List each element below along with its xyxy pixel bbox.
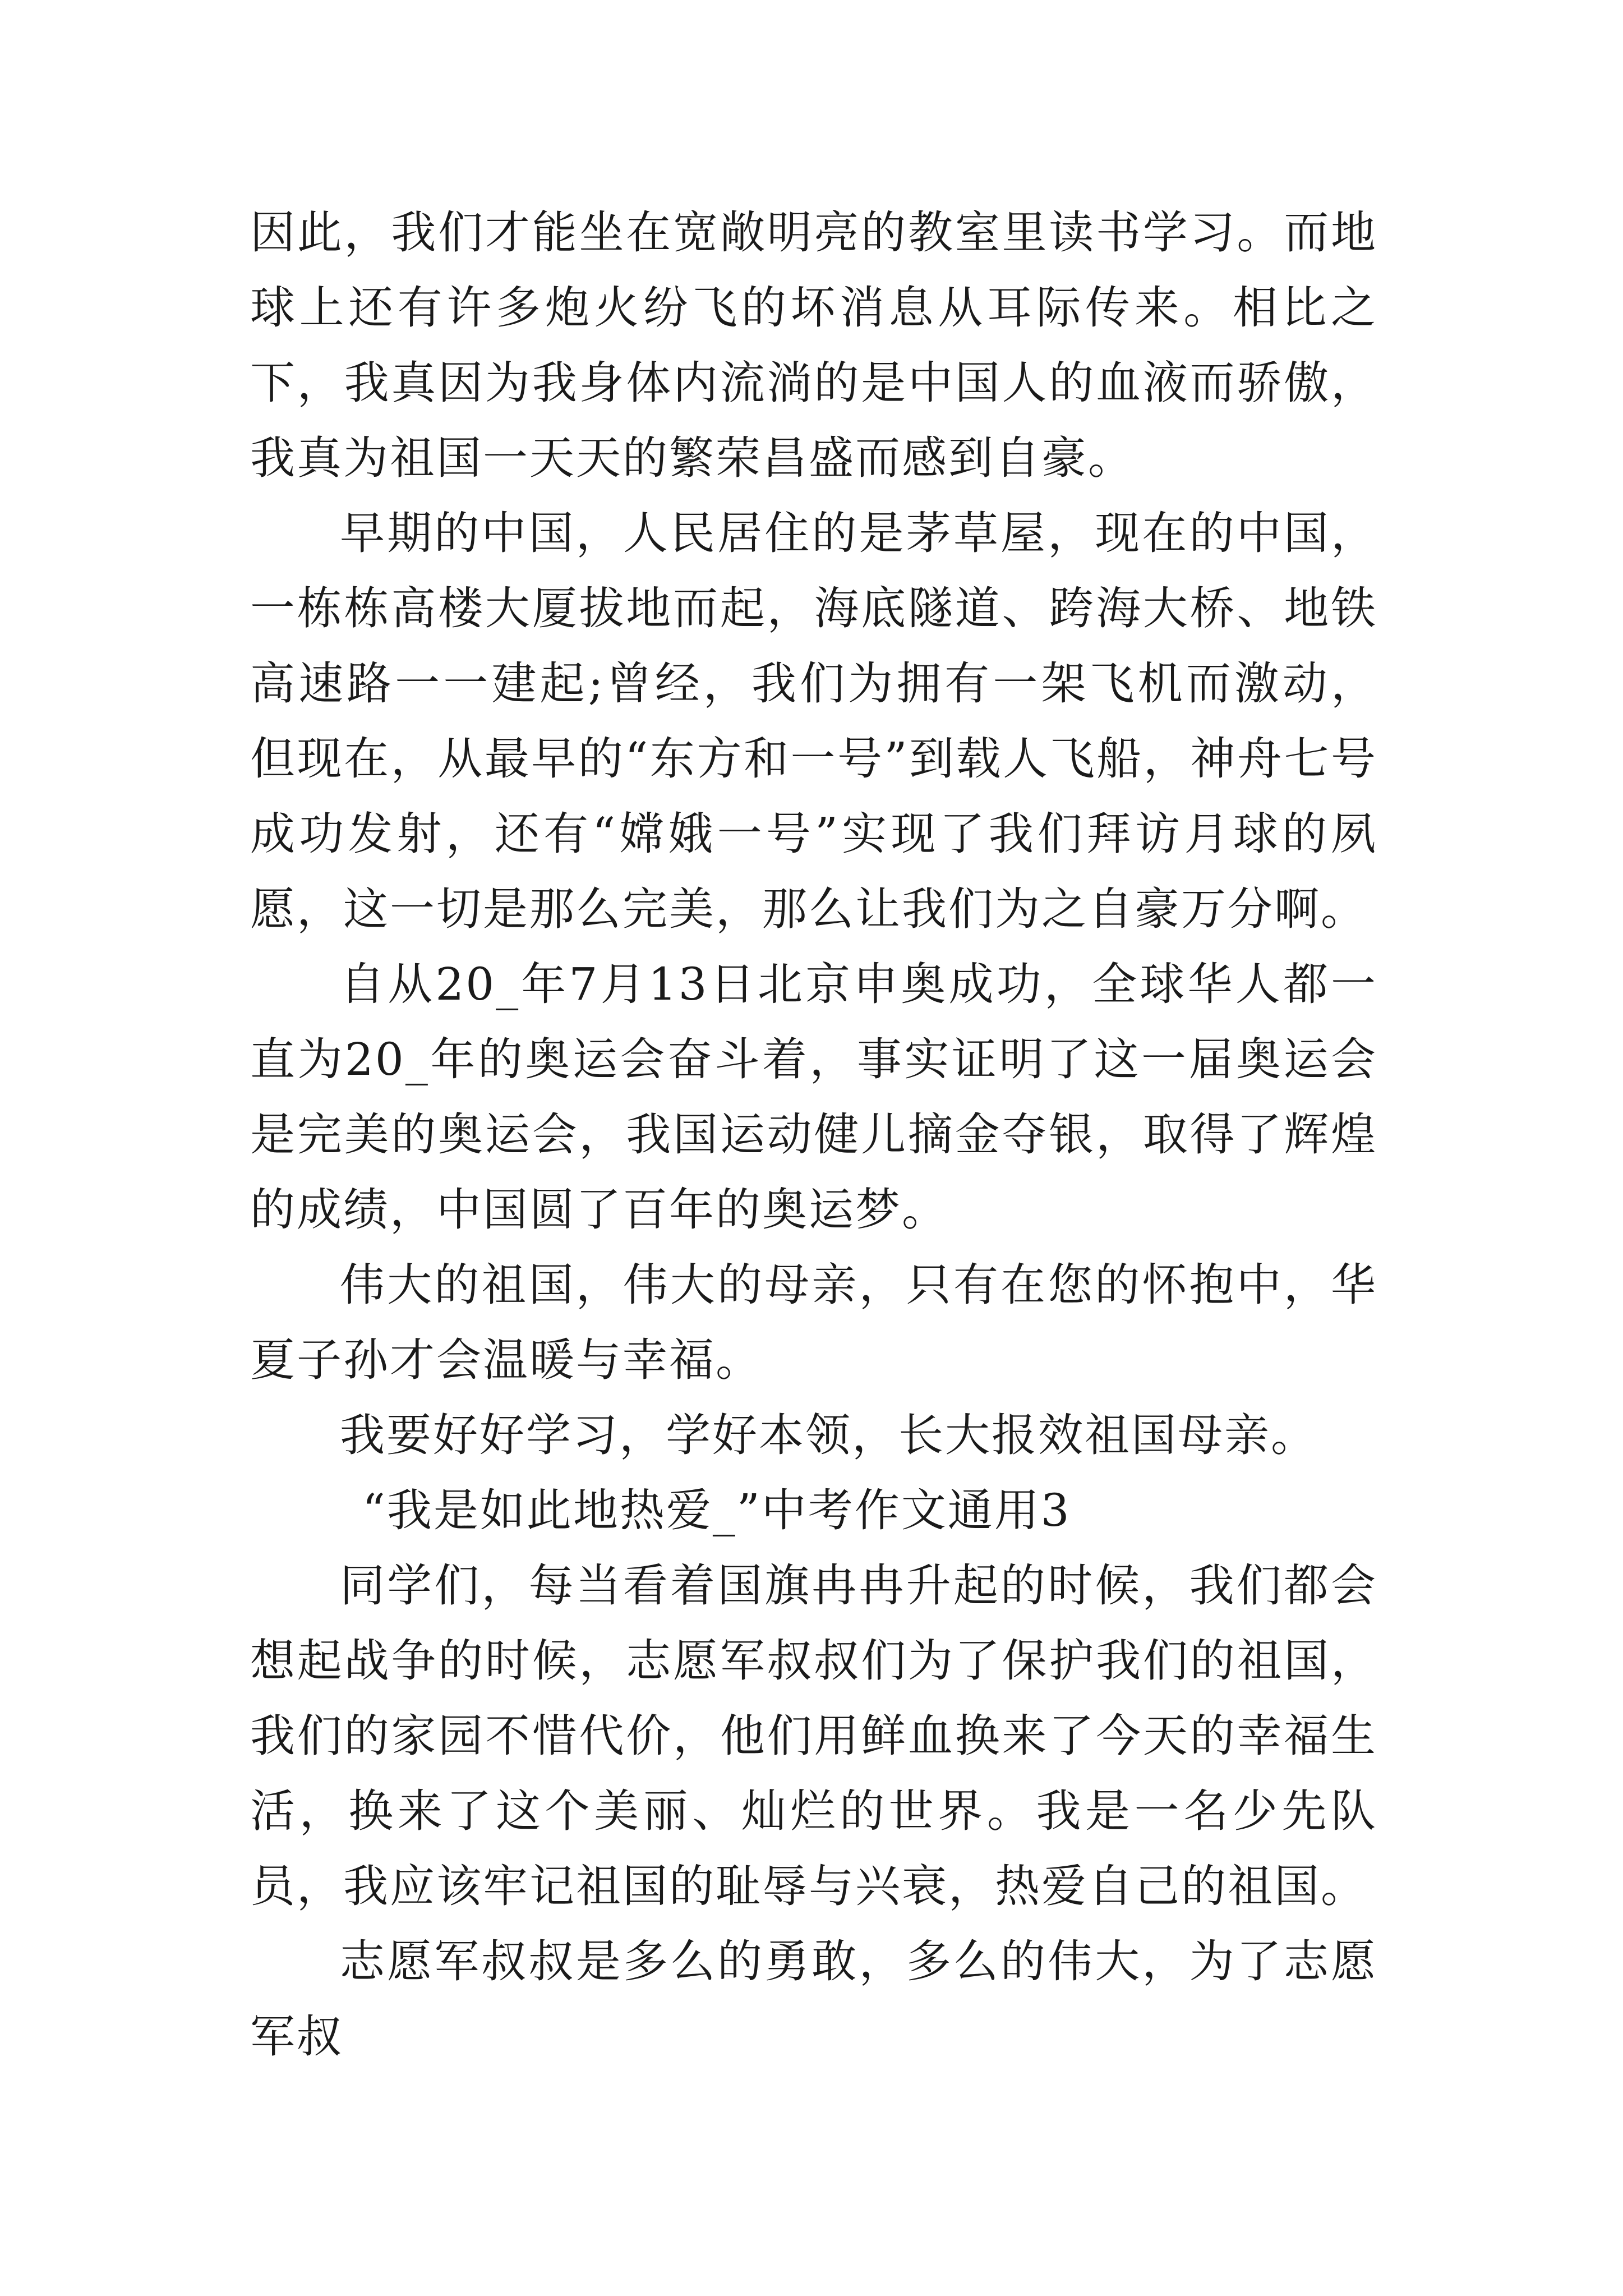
paragraph: 我要好好学习，学好本领，长大报效祖国母亲。 bbox=[340, 1409, 1317, 1461]
paragraph: 因此，我们才能坐在宽敞明亮的教室里读书学习。而地球上还有许多炮火纷飞的坏消息从耳际传来。相比之下，我真因为我身体内流淌的是中国人的血液而骄傲，我真为祖国一天天的繁荣昌盛而感到自豪。 bbox=[250, 206, 1377, 484]
section-heading: “我是如此地热爱_”中考作文通用3 bbox=[362, 1484, 1071, 1536]
paragraph: 伟大的祖国，伟大的母亲，只有在您的怀抱中，华夏子孙才会温暖与幸福。 bbox=[250, 1259, 1377, 1386]
paragraph: 同学们，每当看着国旗冉冉升起的时候，我们都会想起战争的时候，志愿军叔叔们为了保护我们的祖国，我们的家园不惜代价，他们用鲜血换来了今天的幸福生活，换来了这个美丽、灿烂的世界。我是一名少先队员，我应该牢记祖国的耻辱与兴衰，热爱自己的祖国。 bbox=[250, 1559, 1377, 1912]
paragraph: 志愿军叔叔是多么的勇敢，多么的伟大，为了志愿军叔 bbox=[250, 1935, 1377, 2063]
paragraph: 自从20_年7月13日北京申奥成功，全球华人都一直为20_年的奥运会奋斗着，事实证明了这一届奥运会是完美的奥运会，我国运动健儿摘金夺银，取得了辉煌的成绩，中国圆了百年的奥运梦。 bbox=[250, 958, 1377, 1236]
paragraph: 早期的中国，人民居住的是茅草屋，现在的中国，一栋栋高楼大厦拔地而起，海底隧道、跨海大桥、地铁高速路一一建起;曾经，我们为拥有一架飞机而激动，但现在，从最早的“东方和一号”到载人飞船，神舟七号成功发射，还有“嫦娥一号”实现了我们拜访月球的夙愿，这一切是那么完美，那么让我们为之自豪万分啊。 bbox=[250, 507, 1377, 935]
document-body bbox=[250, 195, 1377, 2074]
